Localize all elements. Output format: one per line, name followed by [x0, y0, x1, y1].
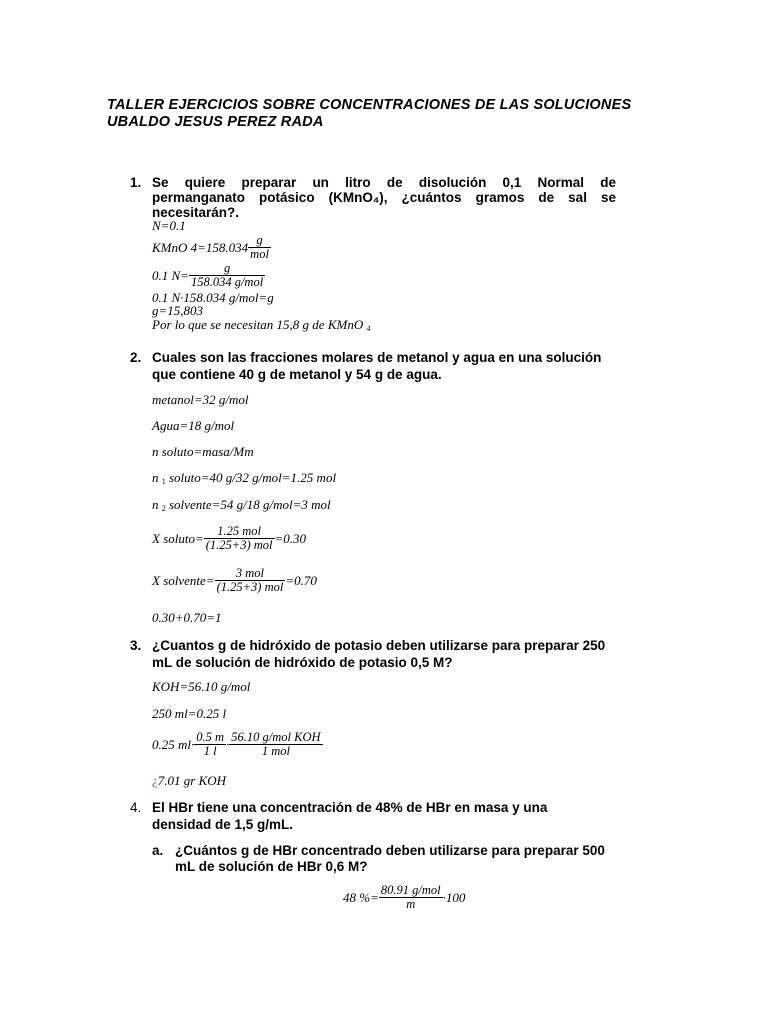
q3-equation-2: 250 ml=0.25 l	[152, 706, 227, 721]
q2-equation-4: n 1 soluto=40 g/32 g/mol=1.25 mol	[152, 470, 337, 486]
q1-equation-1: N=0.1	[152, 218, 186, 233]
question-4a-label: a.	[152, 843, 164, 858]
q2-equation-6: X soluto= $\frac{\text{1.25 mol}}{\text{(1.25+3) mol}}$ =0.30	[152, 524, 307, 552]
q2-equation-8: 0.30+0.70=1	[152, 610, 222, 625]
question-4a-line-2: mL de solución de HBr 0,6 M?	[175, 859, 368, 874]
question-3-line-2: mL de solución de hidróxido de potasio 0,5 M?	[152, 655, 453, 670]
q1-equation-2: KMnO 4=158.034 $\frac{g}{\text{mol}}$	[152, 233, 269, 261]
document-author: UBALDO JESUS PEREZ RADA	[107, 114, 324, 130]
question-3-number: 3.	[130, 638, 142, 653]
q3-equation-4: ¿7.01 gr KOH	[152, 773, 227, 788]
q2-equation-3: n soluto=masa/Mm	[152, 444, 254, 459]
q1-equation-6: Por lo que se necesitan 15,8 g de KMnO 4	[152, 317, 371, 333]
question-4-number: 4.	[130, 800, 142, 815]
q3-equation-3: 0.25 ml· $\frac{0.5 m}{1 l}$ · $\frac{\text{56.10 g/mol KOH}}{\text{1 mol}}$	[152, 730, 321, 758]
q2-equation-2: Agua=18 g/mol	[152, 418, 235, 433]
question-1-line-2: permanganato potásico (KMnO₄), ¿cuántos gramos de sal se	[152, 190, 616, 205]
question-2-line-2: que contiene 40 g de metanol y 54 g de agua.	[152, 367, 442, 382]
question-1-number: 1.	[130, 175, 142, 190]
q1-equation-3: 0.1 N= $\frac{g}{\text{158.034 g/mol}}$	[152, 261, 264, 289]
question-2-number: 2.	[130, 350, 142, 365]
q2-equation-7: X solvente= $\frac{\text{3 mol}}{\text{(1.25+3) mol}}$ =0.70	[152, 566, 317, 594]
document-title: TALLER EJERCICIOS SOBRE CONCENTRACIONES DE LAS SOLUCIONES	[107, 97, 632, 113]
q1-equation-4: 0.1 N·158.034 g/mol=g	[152, 290, 274, 305]
q1-equation-5: g=15,803	[152, 303, 204, 318]
q2-equation-5: n 2 solvente=54 g/18 g/mol=3 mol	[152, 497, 331, 513]
q2-equation-1: metanol=32 g/mol	[152, 392, 249, 407]
question-4a-line-1: ¿Cuántos g de HBr concentrado deben utilizarse para preparar 500	[175, 843, 605, 858]
question-1-line-1: Se quiere preparar un litro de disolución 0,1 Normal de	[152, 175, 616, 190]
question-3-line-1: ¿Cuantos g de hidróxido de potasio deben utilizarse para preparar 250	[152, 638, 606, 653]
question-2-line-1: Cuales son las fracciones molares de metanol y agua en una solución	[152, 350, 602, 365]
q4a-equation-1: 48 %= $\frac{\text{80.91 g/mol}}{m}$ ·100	[343, 883, 466, 911]
question-1-line-3: necesitarán?.	[152, 205, 240, 220]
question-4-line-2: densidad de 1,5 g/mL.	[152, 817, 294, 832]
q3-equation-1: KOH=56.10 g/mol	[152, 679, 251, 694]
question-4-line-1: El HBr tiene una concentración de 48% de HBr en masa y una	[152, 800, 548, 815]
